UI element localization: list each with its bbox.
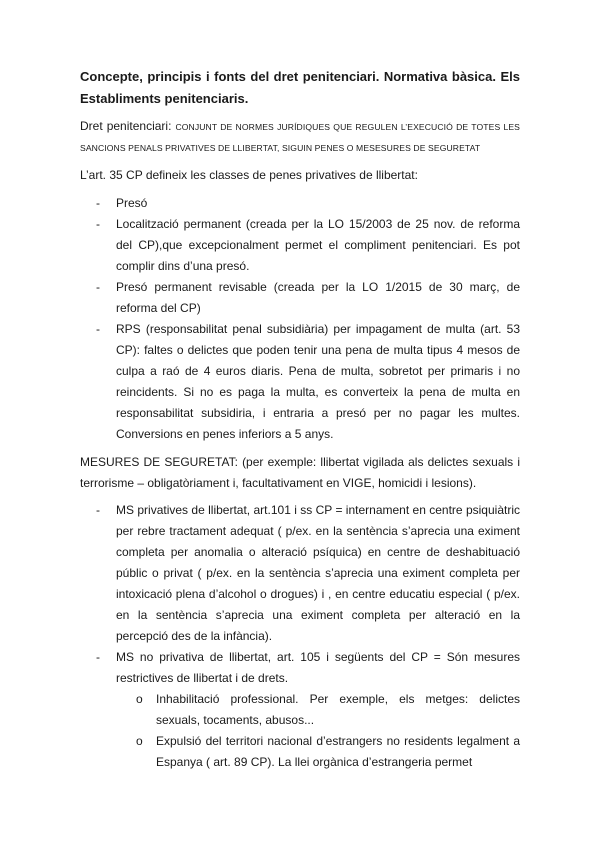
dash-marker: - (96, 322, 100, 336)
list-item (96, 500, 520, 647)
list-item (96, 277, 520, 319)
sublist-item (136, 689, 520, 731)
mesures-paragraph: MESURES DE SEGURETAT: (per exemple: llibertat vigilada als delictes sexuals i terrorisme – obligatòriament i, facultativament en VIGE, homicidi i lesions). (80, 455, 520, 490)
list-item-text: RPS (responsabilitat penal subsidiària) per impagament de multa (art. 53 CP): faltes o delictes que poden tenir una pena de multa tipus 4 mesos de culpa a raó de 4 euros diaris. Pena de multa, sobretot per primaris i no reincidents. Si no es paga la multa, es converteix la pena de multa en responsabilitat subsidiria, i entraria a presó per no pagar les multes. Conversions en penes inferiors a 5 anys. (116, 322, 520, 441)
dash-marker: - (96, 503, 100, 517)
art35-paragraph: L’art. 35 CP defineix les classes de penes privatives de llibertat: (80, 168, 418, 182)
list-item-text: Localització permanent (creada per la LO 15/2003 de 25 nov. de reforma del CP),que excepcionalment permet el compliment penitenciari. Es pot complir dins d’una presó. (116, 217, 520, 273)
penes-list (96, 193, 520, 445)
list-item-text: MS no privativa de llibertat, art. 105 i següents del CP = Són mesures restrictives de llibertat i de drets. (116, 650, 520, 685)
dash-marker: - (96, 217, 100, 231)
page-title: Concepte, principis i fonts del dret penitenciari. Normativa bàsica. Els Establiments penitenciaris. (80, 69, 520, 106)
circle-bullet-icon: o (136, 692, 143, 706)
list-item (96, 647, 520, 773)
definition-paragraph (80, 116, 520, 158)
sublist-item-text: Inhabilitació professional. Per exemple, els metges: delictes sexuals, tocaments, abusos... (156, 692, 520, 727)
sublist-item (136, 731, 520, 773)
dash-marker: - (96, 650, 100, 664)
mesures-sublist (136, 689, 520, 773)
mesures-list (96, 500, 520, 773)
definition-label: Dret penitenciari: (80, 119, 176, 133)
list-item (96, 214, 520, 277)
list-item-text: Presó (116, 196, 148, 210)
circle-bullet-icon: o (136, 734, 143, 748)
dash-marker: - (96, 196, 100, 210)
list-item-text: Presó permanent revisable (creada per la LO 1/2015 de 30 març, de reforma del CP) (116, 280, 520, 315)
list-item-text: MS privatives de llibertat, art.101 i ss CP = internament en centre psiquiàtric per rebre tractament adequat ( p/ex. en la sentència s’aprecia una eximent completa per anomalia o alteració psíquica) en centre de deshabituació públic o privat ( p/ex. en la sentència s’aprecia una eximent completa per intoxicació plena d’alcohol o drogues) i , en centre educatiu especial ( p/ex. en la sentència s’aprecia una eximent completa per alteració en la percepció des de la infància). (116, 503, 520, 643)
list-item (96, 193, 520, 214)
definition-text: CONJUNT DE NORMES JURÍDIQUES QUE REGULEN L’EXECUCIÓ DE TOTES LES SANCIONS PENALS PRIVATIVES DE LLIBERTAT, SIGUIN PENES O MESESURES DE SEGURETAT (80, 122, 521, 153)
sublist-item-text: Expulsió del territori nacional d’estrangers no residents legalment a Espanya ( art. 89 CP). La llei orgànica d’estrangeria permet (156, 734, 520, 769)
dash-marker: - (96, 280, 100, 294)
list-item (96, 319, 520, 445)
